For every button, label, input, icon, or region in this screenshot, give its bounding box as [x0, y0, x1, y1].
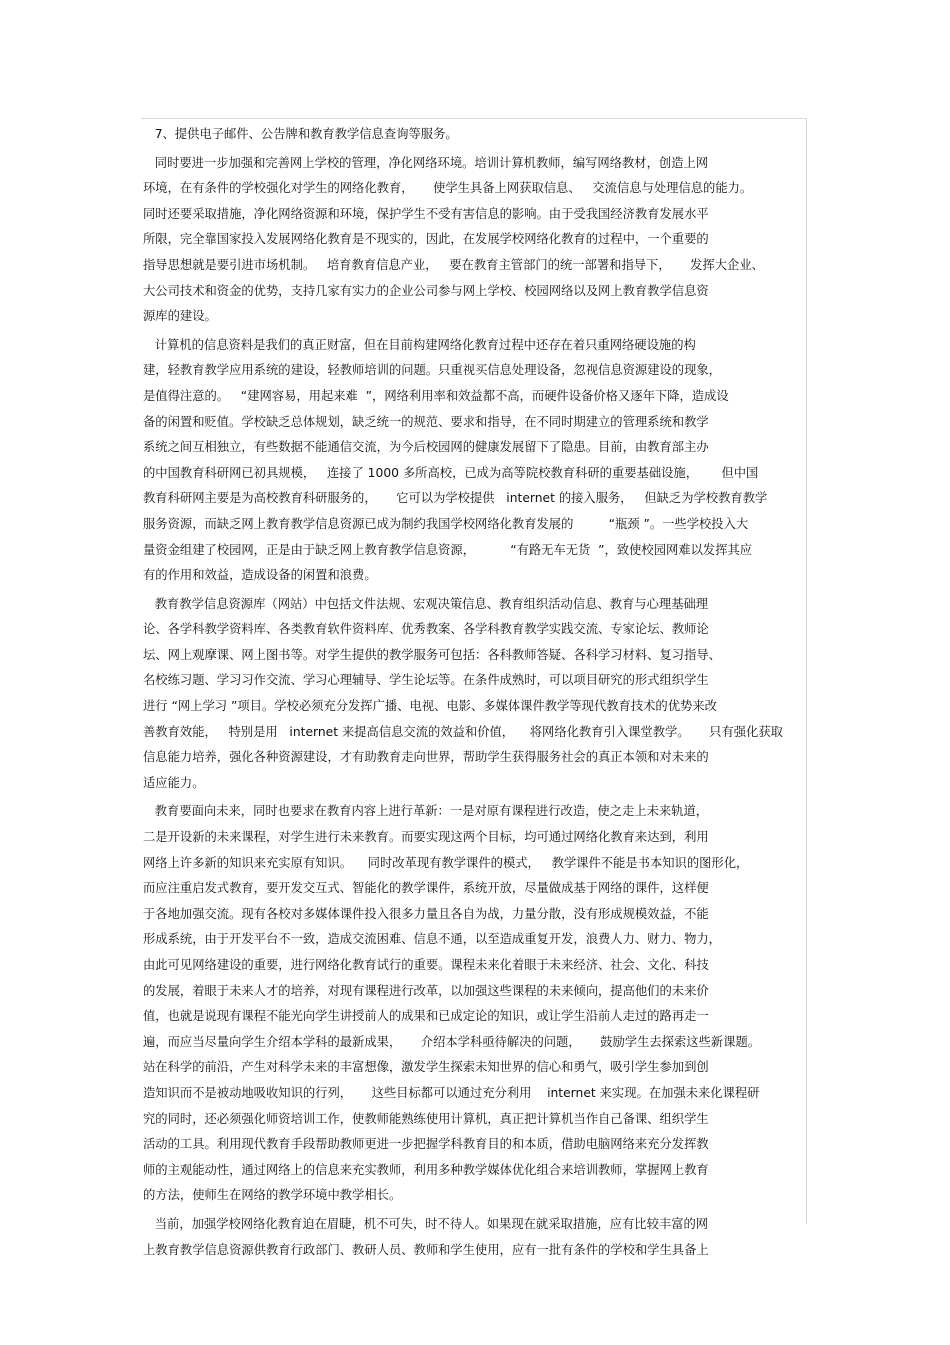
text-line: 适应能力。 — [143, 775, 205, 790]
text-line: 站在科学的前沿，产生对科学未来的丰富想像，激发学生探索未知世界的信心和勇气，吸引学生参加到创 — [143, 1060, 709, 1075]
text-line: 值，也就是说现有课程不能光向学生讲授前人的成果和已成定论的知识，或让学生沿前人走过的路再走一 — [143, 1009, 709, 1024]
text-line: 遍，而应当尽量向学生介绍本学科的最新成果， 介绍本学科亟待解决的问题， 鼓励学生去探索这些新课题。 — [143, 1034, 761, 1049]
paragraph-6 — [143, 1212, 808, 1263]
text-line: 教育要面向未来，同时也要求在教育内容上进行革新：一是对原有课程进行改造，使之走上未来轨道， — [143, 804, 709, 819]
text-line: 二是开设新的未来课程，对学生进行未来教育。而要实现这两个目标，均可通过网络化教育来达到，利用 — [143, 830, 709, 845]
text-line: 大公司技术和资金的优势，支持几家有实力的企业公司参与网上学校、校园网络以及网上教育教学信息资 — [143, 283, 709, 298]
text-line: 论、各学科教学资料库、各类教育软件资料库、优秀教案、各学科教育教学实践交流、专家论坛、教师论 — [143, 622, 709, 637]
paragraph-4 — [143, 592, 808, 797]
text-line: 进行 “网上学习 ”项目。学校必须充分发挥广播、电视、电影、多媒体课件教学等现代教育技术的优势来改 — [143, 699, 717, 714]
text-line: 计算机的信息资料是我们的真正财富，但在目前构建网络化教育过程中还存在着只重网络硬设施的构 — [143, 337, 696, 352]
text-line: 的方法，使师生在网络的教学环境中教学相长。 — [143, 1188, 402, 1203]
text-line: 建，轻教育教学应用系统的建设，轻教师培训的问题。只重视买信息处理设备，忽视信息资源建设的现象， — [143, 363, 721, 378]
text-line: 当前，加强学校网络化教育迫在眉睫，机不可失，时不待人。如果现在就采取措施，应有比较丰富的网 — [143, 1216, 709, 1231]
text-line: 由此可见网络建设的重要，进行网络化教育试行的重要。课程未来化着眼于未来经济、社会、文化、科技 — [143, 958, 709, 972]
paragraph-3 — [143, 333, 808, 589]
text-line: 网络上许多新的知识来充实原有知识。 同时改革现有教学课件的模式， 教学课件不能是书本知识的图形化， — [143, 855, 749, 870]
text-line: 指导思想就是要引进市场机制。 培育教育信息产业， 要在教育主管部门的统一部署和指导下， 发挥大企业、 — [143, 257, 764, 272]
text-line: 有的作用和效益，造成设备的闲置和浪费。 — [143, 568, 377, 583]
text-line: 信息能力培养，强化各种资源建设，才有助教育走向世界，帮助学生获得服务社会的真正本领和对未来的 — [143, 750, 709, 765]
text-line: 活动的工具。利用现代教育手段帮助教师更进一步把握学科教育目的和本质，借助电脑网络来充分发挥教 — [143, 1137, 709, 1152]
text-line: 服务资源，而缺乏网上教育教学信息资源已成为制约我国学校网络化教育发展的 “瓶颈 ”。一些学校投入大 — [143, 516, 749, 531]
text-line: 形成系统，由于开发平台不一致，造成交流困难、信息不通，以至造成重复开发，浪费人力、财力、物力， — [143, 932, 721, 947]
text-line: 所限，完全靠国家投入发展网络化教育是不现实的，因此，在发展学校网络化教育的过程中，一个重要的 — [143, 232, 709, 247]
text-line: 善教育效能， 特别是用 internet 来提高信息交流的效益和价值， 将网络化教育引入课堂教学。 只有强化获取 — [143, 724, 783, 739]
document-body — [143, 122, 808, 1263]
text-line: 上教育教学信息资源供教育行政部门、教研人员、教师和学生使用，应有一批有条件的学校和学生具备上 — [143, 1242, 709, 1257]
text-line: 究的同时，还必须强化师资培训工作，使教师能熟练使用计算机，真正把计算机当作自己备课、组织学生 — [143, 1111, 709, 1126]
text-line: 于各地加强交流。现有各校对多媒体课件投入很多力量且各自为战，力量分散，没有形成规模效益，不能 — [143, 906, 709, 921]
text-line: 的中国教育科研网已初具规模， 连接了 1000 多所高校，已成为高等院校教育科研的重要基础设施， 但中国 — [143, 465, 759, 480]
text-line: 系统之间互相独立，有些数据不能通信交流，为今后校园网的健康发展留下了隐患。目前，由教育部主办 — [143, 440, 709, 455]
text-line: 源库的建设。 — [143, 309, 217, 324]
paragraph-2 — [143, 151, 808, 330]
text-line: 同时还要采取措施，净化网络资源和环境，保护学生不受有害信息的影响。由于受我国经济教育发展水平 — [143, 206, 709, 221]
text-line: 是值得注意的。 “建网容易，用起来难 ”，网络利用率和效益都不高，而硬件设备价格又逐年下降，造成设 — [143, 388, 729, 403]
text-line: 而应注重启发式教育，要开发交互式、智能化的教学课件，系统开放，尽量做成基于网络的课件，这样便 — [143, 881, 709, 896]
paragraph-1 — [143, 122, 808, 148]
text-line: 环境，在有条件的学校强化对学生的网络化教育， 使学生具备上网获取信息、 交流信息与处理信息的能力。 — [143, 181, 753, 196]
text-line: 名校练习题、学习习作交流、学习心理辅导、学生论坛等。在条件成熟时，可以项目研究的形式组织学生 — [143, 673, 709, 688]
text-line: 同时要进一步加强和完善网上学校的管理，净化网络环境。培训计算机教师，编写网络教材，创造上网 — [143, 155, 709, 170]
text-line: 的发展，着眼于未来人才的培养，对现有课程进行改革，以加强这些课程的未来倾向，提高他们的未来价 — [143, 983, 709, 998]
paragraph-5 — [143, 799, 808, 1209]
text-line: 坛、网上观摩课、网上图书等。对学生提供的教学服务可包括：各科教师答疑、各科学习材料、复习指导、 — [143, 647, 721, 662]
text-line: 量资金组建了校园网，正是由于缺乏网上教育教学信息资源， “有路无车无货 ”，致使校园网难以发挥其应 — [143, 542, 753, 557]
text-line: 造知识而不是被动地吸收知识的行列， 这些目标都可以通过充分利用 internet 来实现。在加强未来化课程研 — [143, 1085, 760, 1100]
text-line: 7、提供电子邮件、公告牌和教育教学信息查询等服务。 — [143, 127, 458, 141]
text-line: 备的闲置和贬值。学校缺乏总体规划，缺乏统一的规范、要求和指导，在不同时期建立的管理系统和教学 — [143, 414, 709, 429]
text-line: 教育科研网主要是为高校教育科研服务的， 它可以为学校提供 internet 的接入服务， 但缺乏为学校教育教学 — [143, 491, 768, 506]
text-line: 师的主观能动性，通过网络上的信息来充实教师，利用多种教学媒体优化组合来培训教师，掌握网上教育 — [143, 1162, 709, 1177]
text-line: 教育教学信息资源库（网站）中包括文件法规、宏观决策信息、教育组织活动信息、教育与心理基础理 — [143, 596, 709, 611]
